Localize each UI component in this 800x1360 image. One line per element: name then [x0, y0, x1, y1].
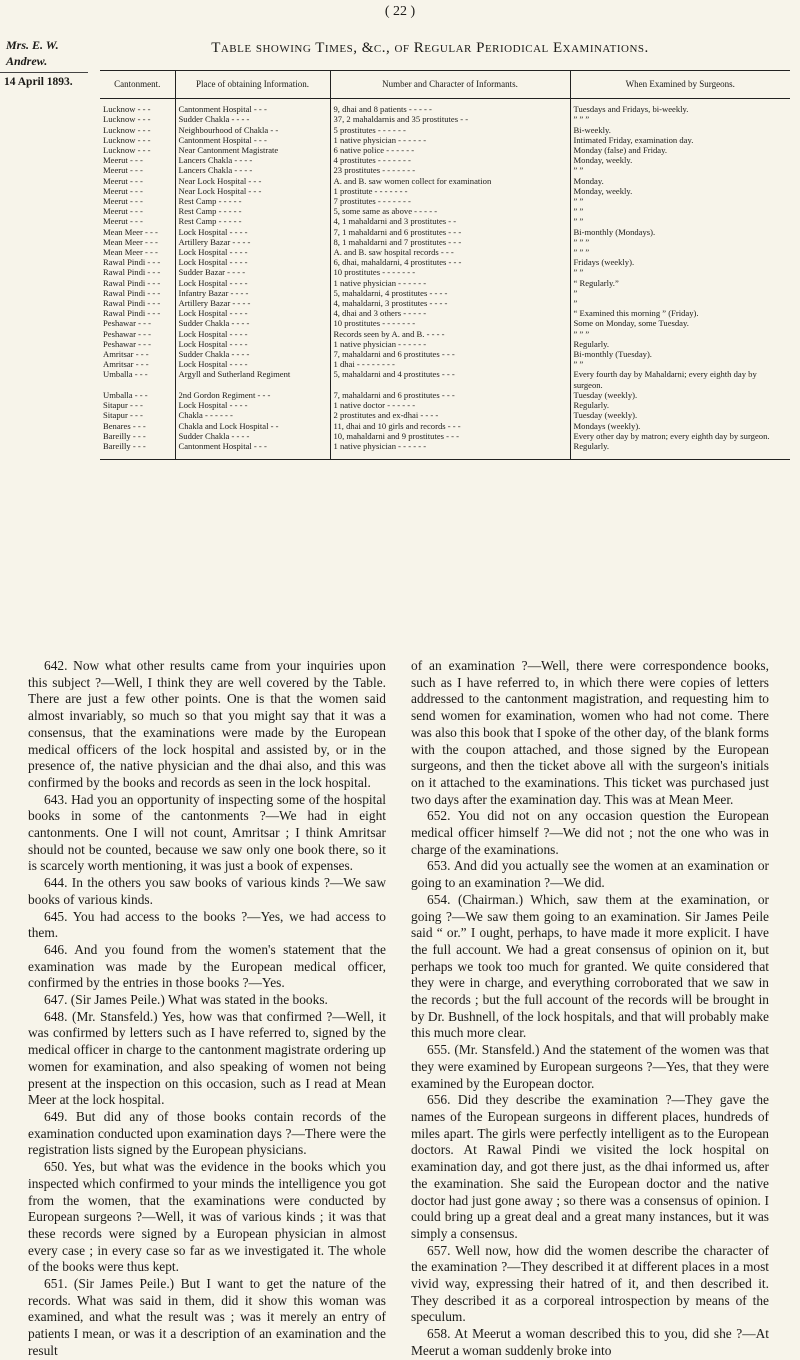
- paragraph: 651. (Sir James Peile.) But I want to get the nature of the records. What was said in them, did it show this woman was examined, and what the result was ; was it merely an entry of patients I mean, or was it a description of an examination and the result: [28, 1276, 386, 1358]
- cell-cantonment: Meerut - - -: [103, 155, 143, 166]
- paragraph: 647. (Sir James Peile.) What was stated in the books.: [44, 992, 328, 1008]
- paragraph: 653. And did you actually see the women at an examination or going to an examination ?—We did.: [411, 858, 769, 891]
- cell-informants: 1 native physician - - - - - -: [330, 278, 570, 288]
- cell-informants: 10 prostitutes - - - - - - -: [330, 318, 570, 328]
- cell-cantonment: Mean Meer - - -: [103, 226, 158, 237]
- cell-place: Sudder Bazar - - - -: [175, 267, 330, 277]
- cell-when-examined: Monday, weekly.: [570, 155, 790, 165]
- cell-place: Near Lock Hospital - - -: [175, 176, 330, 186]
- cell-cantonment: Lucknow - - -: [103, 145, 151, 156]
- cell-place: Sudder Chakla - - - -: [175, 349, 330, 359]
- table-title: Table showing Times, &c., of Regular Periodical Examinations.: [211, 40, 649, 56]
- cell-informants: 1 native physician - - - - - -: [330, 441, 570, 459]
- margin-witness-name: Andrew.: [6, 54, 48, 68]
- cell-cantonment: Rawal Pindi - - -: [103, 287, 161, 298]
- cell-place: Neighbourhood of Chakla - -: [175, 125, 330, 135]
- cell-when-examined: ” ”: [570, 267, 790, 277]
- cell-place: Lancers Chakla - - - -: [175, 155, 330, 165]
- table-row: [100, 186, 790, 196]
- paragraph: 654. (Chairman.) Which, saw them at the examination, or going ?—We saw them going to an examination. Sir James Peile said “ or.” I ought, perhaps, to have made it more explicit. I have the full account. We had a great consensus of opinion on it, but perhaps we took too much for granted. We quite considered that they were in charge, and everything corroborated that we saw in the records ; but the full account of the records will be brought in by Dr. Bushnell, of the lock hospitals, and that will probably make this much more clear.: [411, 891, 769, 1041]
- cell-informants: 1 native physician - - - - - -: [330, 339, 570, 349]
- paragraph: 656. Did they describe the examination ?—They gave the names of the European surgeons in different places, hundreds of miles apart. The girls were perfectly intelligent as to the European doctors. At Rawal Pindi we visited the lock hospital on examination day, and got there just, as the dhai informed us, after the examination. She said the European doctor and the native doctor had just gone away ; so there was a consensus of opinion. I could bring up a great deal and a great many instances, but it was simply a consensus.: [411, 1092, 769, 1241]
- cell-informants: 8, 1 mahaldarni and 7 prostitutes - - -: [330, 237, 570, 247]
- table-row: [100, 369, 790, 389]
- table-row: [100, 431, 790, 441]
- cell-cantonment: Lucknow - - -: [103, 124, 151, 135]
- cell-informants: 7, mahaldarni and 6 prostitutes - - -: [330, 390, 570, 400]
- cell-cantonment: Bareilly - - -: [103, 430, 146, 441]
- cell-informants: A. and B. saw women collect for examination: [330, 176, 570, 186]
- paragraph: 648. (Mr. Stansfeld.) Yes, how was that confirmed ?—Well, it was confirmed by letters such as I have referred to, signed by the medical officer in charge to the cantonment magistrate ordering up women for examination, and also speaking of women not being present at the inspection on this occasion, such as I read at Mean Meer at the lock hospital.: [28, 1008, 386, 1108]
- table-row: [100, 237, 790, 247]
- cell-place: Lock Hospital - - - -: [175, 257, 330, 267]
- cell-place: Lock Hospital - - - -: [175, 400, 330, 410]
- cell-cantonment: Lucknow - - -: [103, 104, 151, 115]
- cell-when-examined: Regularly.: [570, 400, 790, 410]
- table-row: [100, 125, 790, 135]
- margin-rule: [0, 72, 88, 73]
- cell-informants: 10, mahaldarni and 9 prostitutes - - -: [330, 431, 570, 441]
- cell-when-examined: Monday, weekly.: [570, 186, 790, 196]
- examinations-table-container: [100, 70, 790, 460]
- header-cantonment: Cantonment.: [100, 71, 175, 99]
- table-row: [100, 114, 790, 124]
- cell-place: Near Lock Hospital - - -: [175, 186, 330, 196]
- cell-cantonment: Meerut - - -: [103, 196, 143, 207]
- cell-cantonment: Mean Meer - - -: [103, 247, 158, 258]
- cell-informants: 1 prostitute - - - - - - -: [330, 186, 570, 196]
- cell-cantonment: Meerut - - -: [103, 165, 143, 176]
- table-row: [100, 165, 790, 175]
- paragraph: of an examination ?—Well, there were correspondence books, such as I have referred to, in which there were copies of letters addressed to the cantonment magistration, and requesting him to send women for examination, women who had not come. There was also this book that I spoke of the other day, of the blank forms with the coupon attached, and those signed by the European surgeons, and then the ticket above all with the surgeon's initials on it attached to the examinations. This ticket was purchased just two days after the examination day. This was at Mean Meer.: [411, 658, 769, 807]
- cell-cantonment: Meerut - - -: [103, 175, 143, 186]
- text-column-right: [411, 658, 769, 1360]
- cell-when-examined: ” ”: [570, 206, 790, 216]
- page-number: ( 22 ): [384, 4, 416, 19]
- cell-informants: 5, mahaldarni and 4 prostitutes - - -: [330, 369, 570, 389]
- table-row: [100, 329, 790, 339]
- table-row: [100, 206, 790, 216]
- cell-informants: A. and B. saw hospital records - - -: [330, 247, 570, 257]
- cell-place: Artillery Bazar - - - -: [175, 237, 330, 247]
- paragraph: 649. But did any of those books contain records of the examination conducted upon examination days ?—There were the registration lists signed by the European physicians.: [28, 1108, 386, 1158]
- table-row: [100, 227, 790, 237]
- cell-cantonment: Rawal Pindi - - -: [103, 277, 161, 288]
- cell-place: Sudder Chakla - - - -: [175, 431, 330, 441]
- cell-informants: 5 prostitutes - - - - - -: [330, 125, 570, 135]
- cell-informants: 5, mahaldarni, 4 prostitutes - - - -: [330, 288, 570, 298]
- margin-date: 14 April 1893.: [4, 76, 73, 88]
- cell-when-examined: ” ” ”: [570, 114, 790, 124]
- cell-informants: 9, dhai and 8 patients - - - - -: [330, 99, 570, 115]
- cell-informants: 37, 2 mahaldarnis and 35 prostitutes - -: [330, 114, 570, 124]
- margin-witness: Mrs. E. W.: [6, 38, 59, 52]
- cell-cantonment: Rawal Pindi - - -: [103, 267, 161, 278]
- cell-informants: 5, some same as above - - - - -: [330, 206, 570, 216]
- paragraph: 642. Now what other results came from your inquiries upon this subject ?—Well, I think they are well covered by the Table. There are just a few other points. One is that the women said almost invariably, so much so that you might say that it was a consensus, that the examinations were made by the European medical officers of the lock hospital and assisted by, or in the presence of, the native physician and the dhai also, and this was confirmed by the books and records as seen in the lock hospital.: [28, 658, 386, 790]
- cell-when-examined: Every fourth day by Mahaldarni; every eighth day by surgeon.: [570, 369, 790, 389]
- cell-informants: 11, dhai and 10 girls and records - - -: [330, 421, 570, 431]
- cell-informants: 10 prostitutes - - - - - - -: [330, 267, 570, 277]
- cell-cantonment: Sitapur - - -: [103, 400, 143, 411]
- cell-place: Infantry Bazar - - - -: [175, 288, 330, 298]
- table-row: [100, 145, 790, 155]
- cell-when-examined: Bi-monthly (Tuesday).: [570, 349, 790, 359]
- cell-when-examined: ” ”: [570, 359, 790, 369]
- cell-cantonment: Meerut - - -: [103, 216, 143, 227]
- cell-place: Lock Hospital - - - -: [175, 247, 330, 257]
- cell-when-examined: ”: [570, 288, 790, 298]
- table-row: [100, 99, 790, 115]
- cell-cantonment: Rawal Pindi - - -: [103, 308, 161, 319]
- cell-when-examined: Every other day by matron; every eighth day by surgeon.: [570, 431, 790, 441]
- cell-when-examined: Fridays (weekly).: [570, 257, 790, 267]
- cell-informants: 1 native doctor - - - - - -: [330, 400, 570, 410]
- cell-cantonment: Lucknow - - -: [103, 114, 151, 125]
- cell-when-examined: ”: [570, 298, 790, 308]
- cell-cantonment: Peshawar - - -: [103, 338, 151, 349]
- paragraph: 652. You did not on any occasion question the European medical officer himself ?—We did not ; not the one who was in charge of the examinations.: [411, 808, 769, 857]
- cell-when-examined: ” ” ”: [570, 237, 790, 247]
- cell-informants: 2 prostitutes and ex-dhai - - - -: [330, 410, 570, 420]
- cell-cantonment: Meerut - - -: [103, 185, 143, 196]
- table-row: [100, 155, 790, 165]
- cell-informants: 23 prostitutes - - - - - - -: [330, 165, 570, 175]
- cell-when-examined: Bi-monthly (Mondays).: [570, 227, 790, 237]
- cell-when-examined: Bi-weekly.: [570, 125, 790, 135]
- cell-when-examined: Intimated Friday, examination day.: [570, 135, 790, 145]
- cell-when-examined: ” ”: [570, 216, 790, 226]
- table-header-row: [100, 71, 790, 99]
- cell-place: Sudder Chakla - - - -: [175, 114, 330, 124]
- cell-when-examined: Monday.: [570, 176, 790, 186]
- cell-when-examined: Tuesdays and Fridays, bi-weekly.: [570, 99, 790, 115]
- table-row: [100, 390, 790, 400]
- header-when-examined: When Examined by Surgeons.: [570, 71, 790, 99]
- cell-cantonment: Peshawar - - -: [103, 318, 151, 329]
- cell-place: Lock Hospital - - - -: [175, 339, 330, 349]
- cell-informants: 4 prostitutes - - - - - - -: [330, 155, 570, 165]
- cell-when-examined: “ Regularly.”: [570, 278, 790, 288]
- table-row: [100, 421, 790, 431]
- cell-place: Lancers Chakla - - - -: [175, 165, 330, 175]
- cell-cantonment: Amritsar - - -: [103, 359, 149, 370]
- cell-cantonment: Mean Meer - - -: [103, 236, 158, 247]
- cell-place: Lock Hospital - - - -: [175, 308, 330, 318]
- cell-when-examined: Tuesday (weekly).: [570, 390, 790, 400]
- cell-when-examined: ” ” ”: [570, 329, 790, 339]
- table-row: [100, 441, 790, 459]
- cell-informants: 7, 1 mahaldarni and 6 prostitutes - - -: [330, 227, 570, 237]
- cell-when-examined: Mondays (weekly).: [570, 421, 790, 431]
- cell-cantonment: Umballa - - -: [103, 369, 148, 380]
- table-row: [100, 135, 790, 145]
- cell-place: Rest Camp - - - - -: [175, 216, 330, 226]
- cell-when-examined: Regularly.: [570, 441, 790, 459]
- cell-when-examined: ” ”: [570, 165, 790, 175]
- cell-cantonment: Bareilly - - -: [103, 440, 146, 451]
- cell-place: Lock Hospital - - - -: [175, 227, 330, 237]
- cell-place: Lock Hospital - - - -: [175, 278, 330, 288]
- cell-place: Lock Hospital - - - -: [175, 359, 330, 369]
- cell-informants: 6, dhai, mahaldarni, 4 prostitutes - - -: [330, 257, 570, 267]
- cell-place: Argyll and Sutherland Regiment: [175, 369, 330, 389]
- table-row: [100, 308, 790, 318]
- cell-place: Rest Camp - - - - -: [175, 196, 330, 206]
- paragraph: 658. At Meerut a woman described this to you, did she ?—At Meerut a woman suddenly broke into: [411, 1326, 769, 1358]
- cell-place: Rest Camp - - - - -: [175, 206, 330, 216]
- header-informants: Number and Character of Informants.: [330, 71, 570, 99]
- table-row: [100, 267, 790, 277]
- cell-place: Chakla - - - - - -: [175, 410, 330, 420]
- paragraph: 650. Yes, but what was the evidence in the books which you inspected which confirmed to your minds the intelligence you got from the women, that the examinations were conducted by European surgeons ?—Well, it was of various kinds ; it was that these records were signed by a European physician in almost every case ; in every case so far as we investigated it. The whole of the books were thus kept.: [28, 1159, 386, 1275]
- table-row: [100, 359, 790, 369]
- table-body: [100, 99, 790, 459]
- table-row: [100, 176, 790, 186]
- cell-cantonment: Umballa - - -: [103, 389, 148, 400]
- cell-cantonment: Rawal Pindi - - -: [103, 298, 161, 309]
- cell-when-examined: Some on Monday, some Tuesday.: [570, 318, 790, 328]
- cell-when-examined: Regularly.: [570, 339, 790, 349]
- cell-place: Cantonment Hospital - - -: [175, 135, 330, 145]
- cell-cantonment: Rawal Pindi - - -: [103, 257, 161, 268]
- cell-when-examined: “ Examined this morning ” (Friday).: [570, 308, 790, 318]
- cell-when-examined: Tuesday (weekly).: [570, 410, 790, 420]
- table-row: [100, 216, 790, 226]
- paragraph: 644. In the others you saw books of various kinds ?—We saw books of various kinds.: [28, 875, 386, 907]
- cell-when-examined: Monday (false) and Friday.: [570, 145, 790, 155]
- cell-cantonment: Peshawar - - -: [103, 328, 151, 339]
- text-column-left: [28, 658, 386, 1360]
- table-row: [100, 247, 790, 257]
- table-row: [100, 339, 790, 349]
- cell-place: Cantonment Hospital - - -: [175, 441, 330, 459]
- cell-place: Sudder Chakla - - - -: [175, 318, 330, 328]
- cell-cantonment: Meerut - - -: [103, 206, 143, 217]
- cell-cantonment: Sitapur - - -: [103, 410, 143, 421]
- cell-informants: 1 native physician - - - - - -: [330, 135, 570, 145]
- paragraph: 646. And you found from the women's statement that the examination was made by the European medical officer, confirmed by the entries in those books ?—Yes.: [28, 941, 386, 991]
- paragraph: 645. You had access to the books ?—Yes, we had access to them.: [28, 908, 386, 941]
- cell-place: Near Cantonment Magistrate: [175, 145, 330, 155]
- cell-informants: 4, 1 mahaldarni and 3 prostitutes - -: [330, 216, 570, 226]
- cell-place: Artillery Bazar - - - -: [175, 298, 330, 308]
- table-row: [100, 410, 790, 420]
- table-row: [100, 298, 790, 308]
- table-row: [100, 400, 790, 410]
- cell-informants: 7, mahaldarni and 6 prostitutes - - -: [330, 349, 570, 359]
- cell-informants: 4, mahaldarni, 3 prostitutes - - - -: [330, 298, 570, 308]
- cell-informants: 7 prostitutes - - - - - - -: [330, 196, 570, 206]
- table-row: [100, 278, 790, 288]
- cell-informants: 1 dhai - - - - - - - -: [330, 359, 570, 369]
- cell-informants: Records seen by A. and B. - - - -: [330, 329, 570, 339]
- table-row: [100, 318, 790, 328]
- paragraph: 655. (Mr. Stansfeld.) And the statement of the women was that they were examined by European surgeons ?—Yes, that they were examined by the European doctor.: [411, 1042, 769, 1091]
- table-row: [100, 288, 790, 298]
- paragraph: 643. Had you an opportunity of inspecting some of the hospital books in some of the cantonments ?—We had in eight cantonments. One I will not count, Amritsar ; I think Amritsar should not be counted, because we saw only one book there, so it is scarcely worth mentioning, it was just a book of expenses.: [28, 791, 386, 874]
- cell-informants: 6 native police - - - - - -: [330, 145, 570, 155]
- cell-place: 2nd Gordon Regiment - - -: [175, 390, 330, 400]
- table-row: [100, 196, 790, 206]
- cell-place: Chakla and Lock Hospital - -: [175, 421, 330, 431]
- examinations-table: [100, 71, 790, 459]
- cell-informants: 4, dhai and 3 others - - - - -: [330, 308, 570, 318]
- cell-place: Lock Hospital - - - -: [175, 329, 330, 339]
- cell-when-examined: ” ” ”: [570, 247, 790, 257]
- cell-place: Cantonment Hospital - - -: [175, 99, 330, 115]
- cell-cantonment: Lucknow - - -: [103, 134, 151, 145]
- table-row: [100, 257, 790, 267]
- table-row: [100, 349, 790, 359]
- paragraph: 657. Well now, how did the women describe the character of the examination ?—They described it at different places in a most vivid way, expressing their hatred of it, and then described it. They described it as a corporeal introspection by means of the speculum.: [411, 1242, 769, 1325]
- cell-cantonment: Benares - - -: [103, 420, 146, 431]
- cell-when-examined: ” ”: [570, 196, 790, 206]
- header-place: Place of obtaining Information.: [175, 71, 330, 99]
- cell-cantonment: Amritsar - - -: [103, 349, 149, 360]
